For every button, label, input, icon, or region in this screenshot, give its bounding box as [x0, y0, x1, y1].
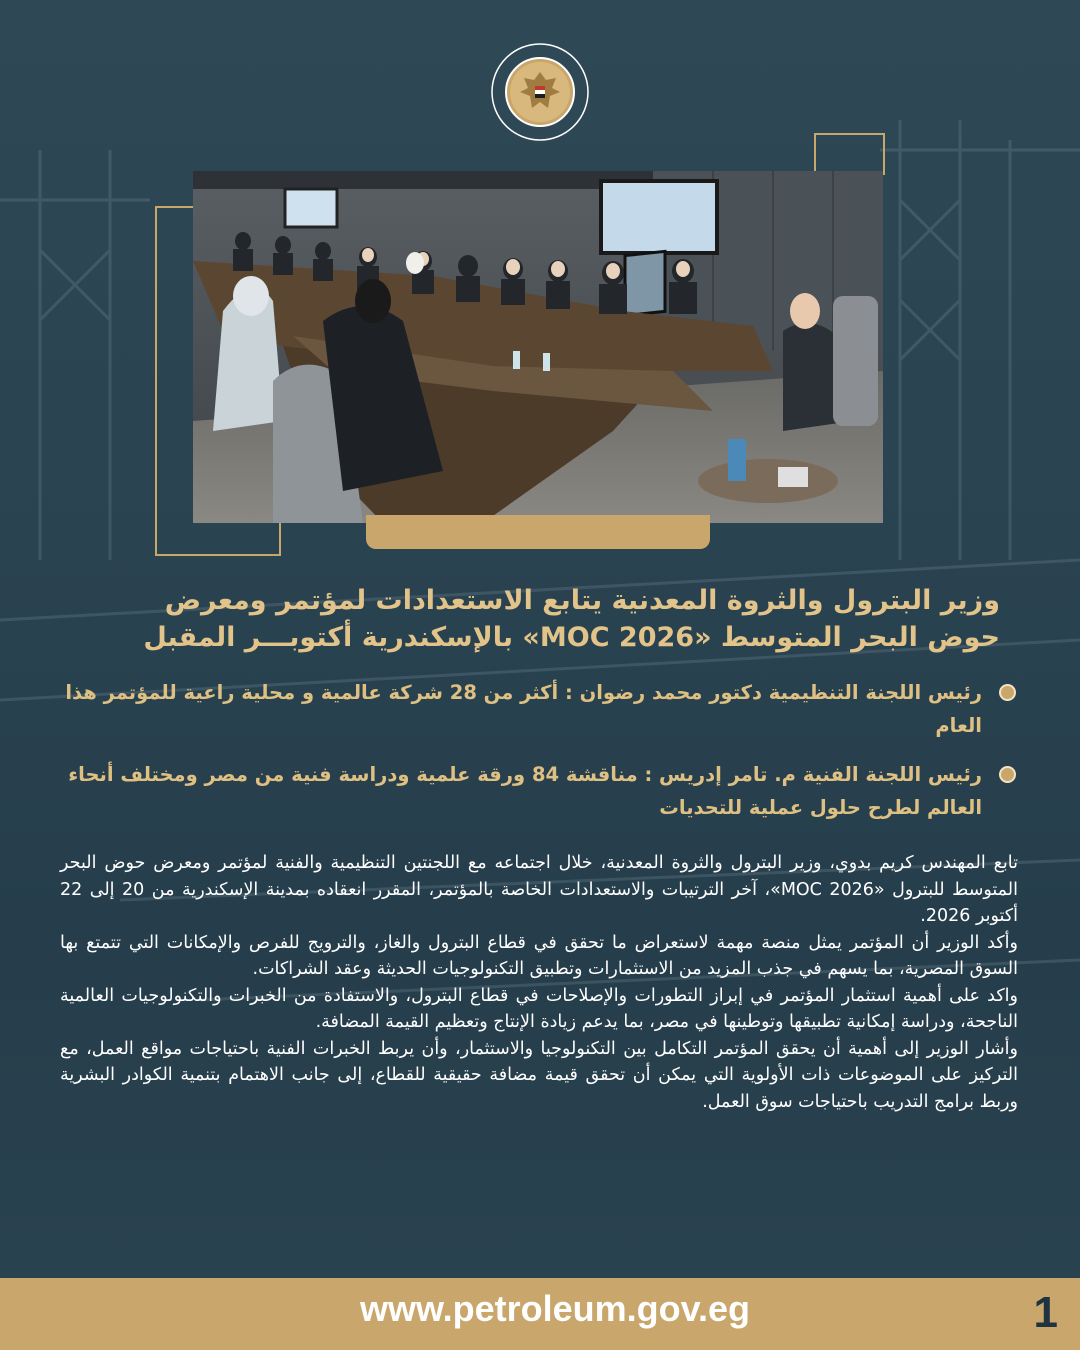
ministry-logo [490, 42, 590, 142]
photo-gold-tab [366, 515, 710, 549]
gold-frame-top-right [814, 133, 885, 175]
website-url[interactable]: www.petroleum.gov.eg [359, 1288, 751, 1329]
headline [60, 582, 1000, 656]
meeting-photo [193, 171, 883, 523]
bullet-item [60, 676, 1016, 742]
meeting-photo-illustration [193, 171, 883, 523]
page-number: 1 [1033, 1288, 1058, 1337]
article-body [60, 850, 1018, 1115]
bullet-dot-icon [999, 684, 1016, 701]
bullet-dot-icon [999, 766, 1016, 783]
bullet-item [60, 758, 1016, 824]
body-paragraph: وأشار الوزير إلى أهمية أن يحقق المؤتمر التكامل بين التكنولوجيا والاستثمار، وأن يربط الخبرات الفنية باحتياجات مواقع العمل، مع التركيز على الموضوعات ذات الأولوية التي يمكن أن تحقق قيمة مضافة حقيقية للقطاع، إلى جانب الاهتمام بتنمية الكوادر البشرية وربط برامج التدريب باحتياجات سوق العمل. [60, 1038, 1018, 1112]
headline-line-2: حوض البحر المتوسط «MOC 2026» بالإسكندرية أكتوبـــر المقبل [143, 622, 1000, 653]
body-paragraph: واكد على أهمية استثمار المؤتمر في إبراز التطورات والإصلاحات في قطاع البترول، والاستفادة من الخبرات والتكنولوجيات العالمية الناجحة، ودراسة إمكانية تطبيقها وتوطينها في مصر، بما يدعم زيادة الإنتاج وتعظيم القيمة المضافة. [60, 985, 1018, 1032]
body-paragraph: تابع المهندس كريم بدوي، وزير البترول والثروة المعدنية، خلال اجتماعه مع اللجنتين التنظيمية والفنية لمؤتمر ومعرض حوض البحر المتوسط للبترول «MOC 2026»، آخر الترتيبات والاستعدادات الخاصة بالمؤتمر، المقرر انعقاده بمدينة الإسكندرية من 20 إلى 22 أكتوبر 2026. [60, 853, 1018, 926]
headline-line-1: وزير البترول والثروة المعدنية يتابع الاستعدادات لمؤتمر ومعرض [164, 585, 1000, 616]
bullet-text: رئيس اللجنة الفنية م. تامر إدريس : مناقشة 84 ورقة علمية ودراسة فنية من مصر ومختلف أنحاء العالم لطرح حلول عملية للتحديات [68, 763, 982, 819]
bullet-list [60, 676, 1016, 840]
footer-bar [0, 1278, 1080, 1350]
body-paragraph: وأكد الوزير أن المؤتمر يمثل منصة مهمة لاستعراض ما تحقق في قطاع البترول والغاز، والترويج للفرص والإمكانات التي تتمتع بها السوق المصرية، بما يسهم في جذب المزيد من الاستثمارات وتطبيق التكنولوجيات الحديثة وعقد الشراكات. [60, 932, 1018, 979]
bullet-text: رئيس اللجنة التنظيمية دكتور محمد رضوان : أكثر من 28 شركة عالمية و محلية راعية للمؤتمر هذا العام [65, 681, 982, 737]
